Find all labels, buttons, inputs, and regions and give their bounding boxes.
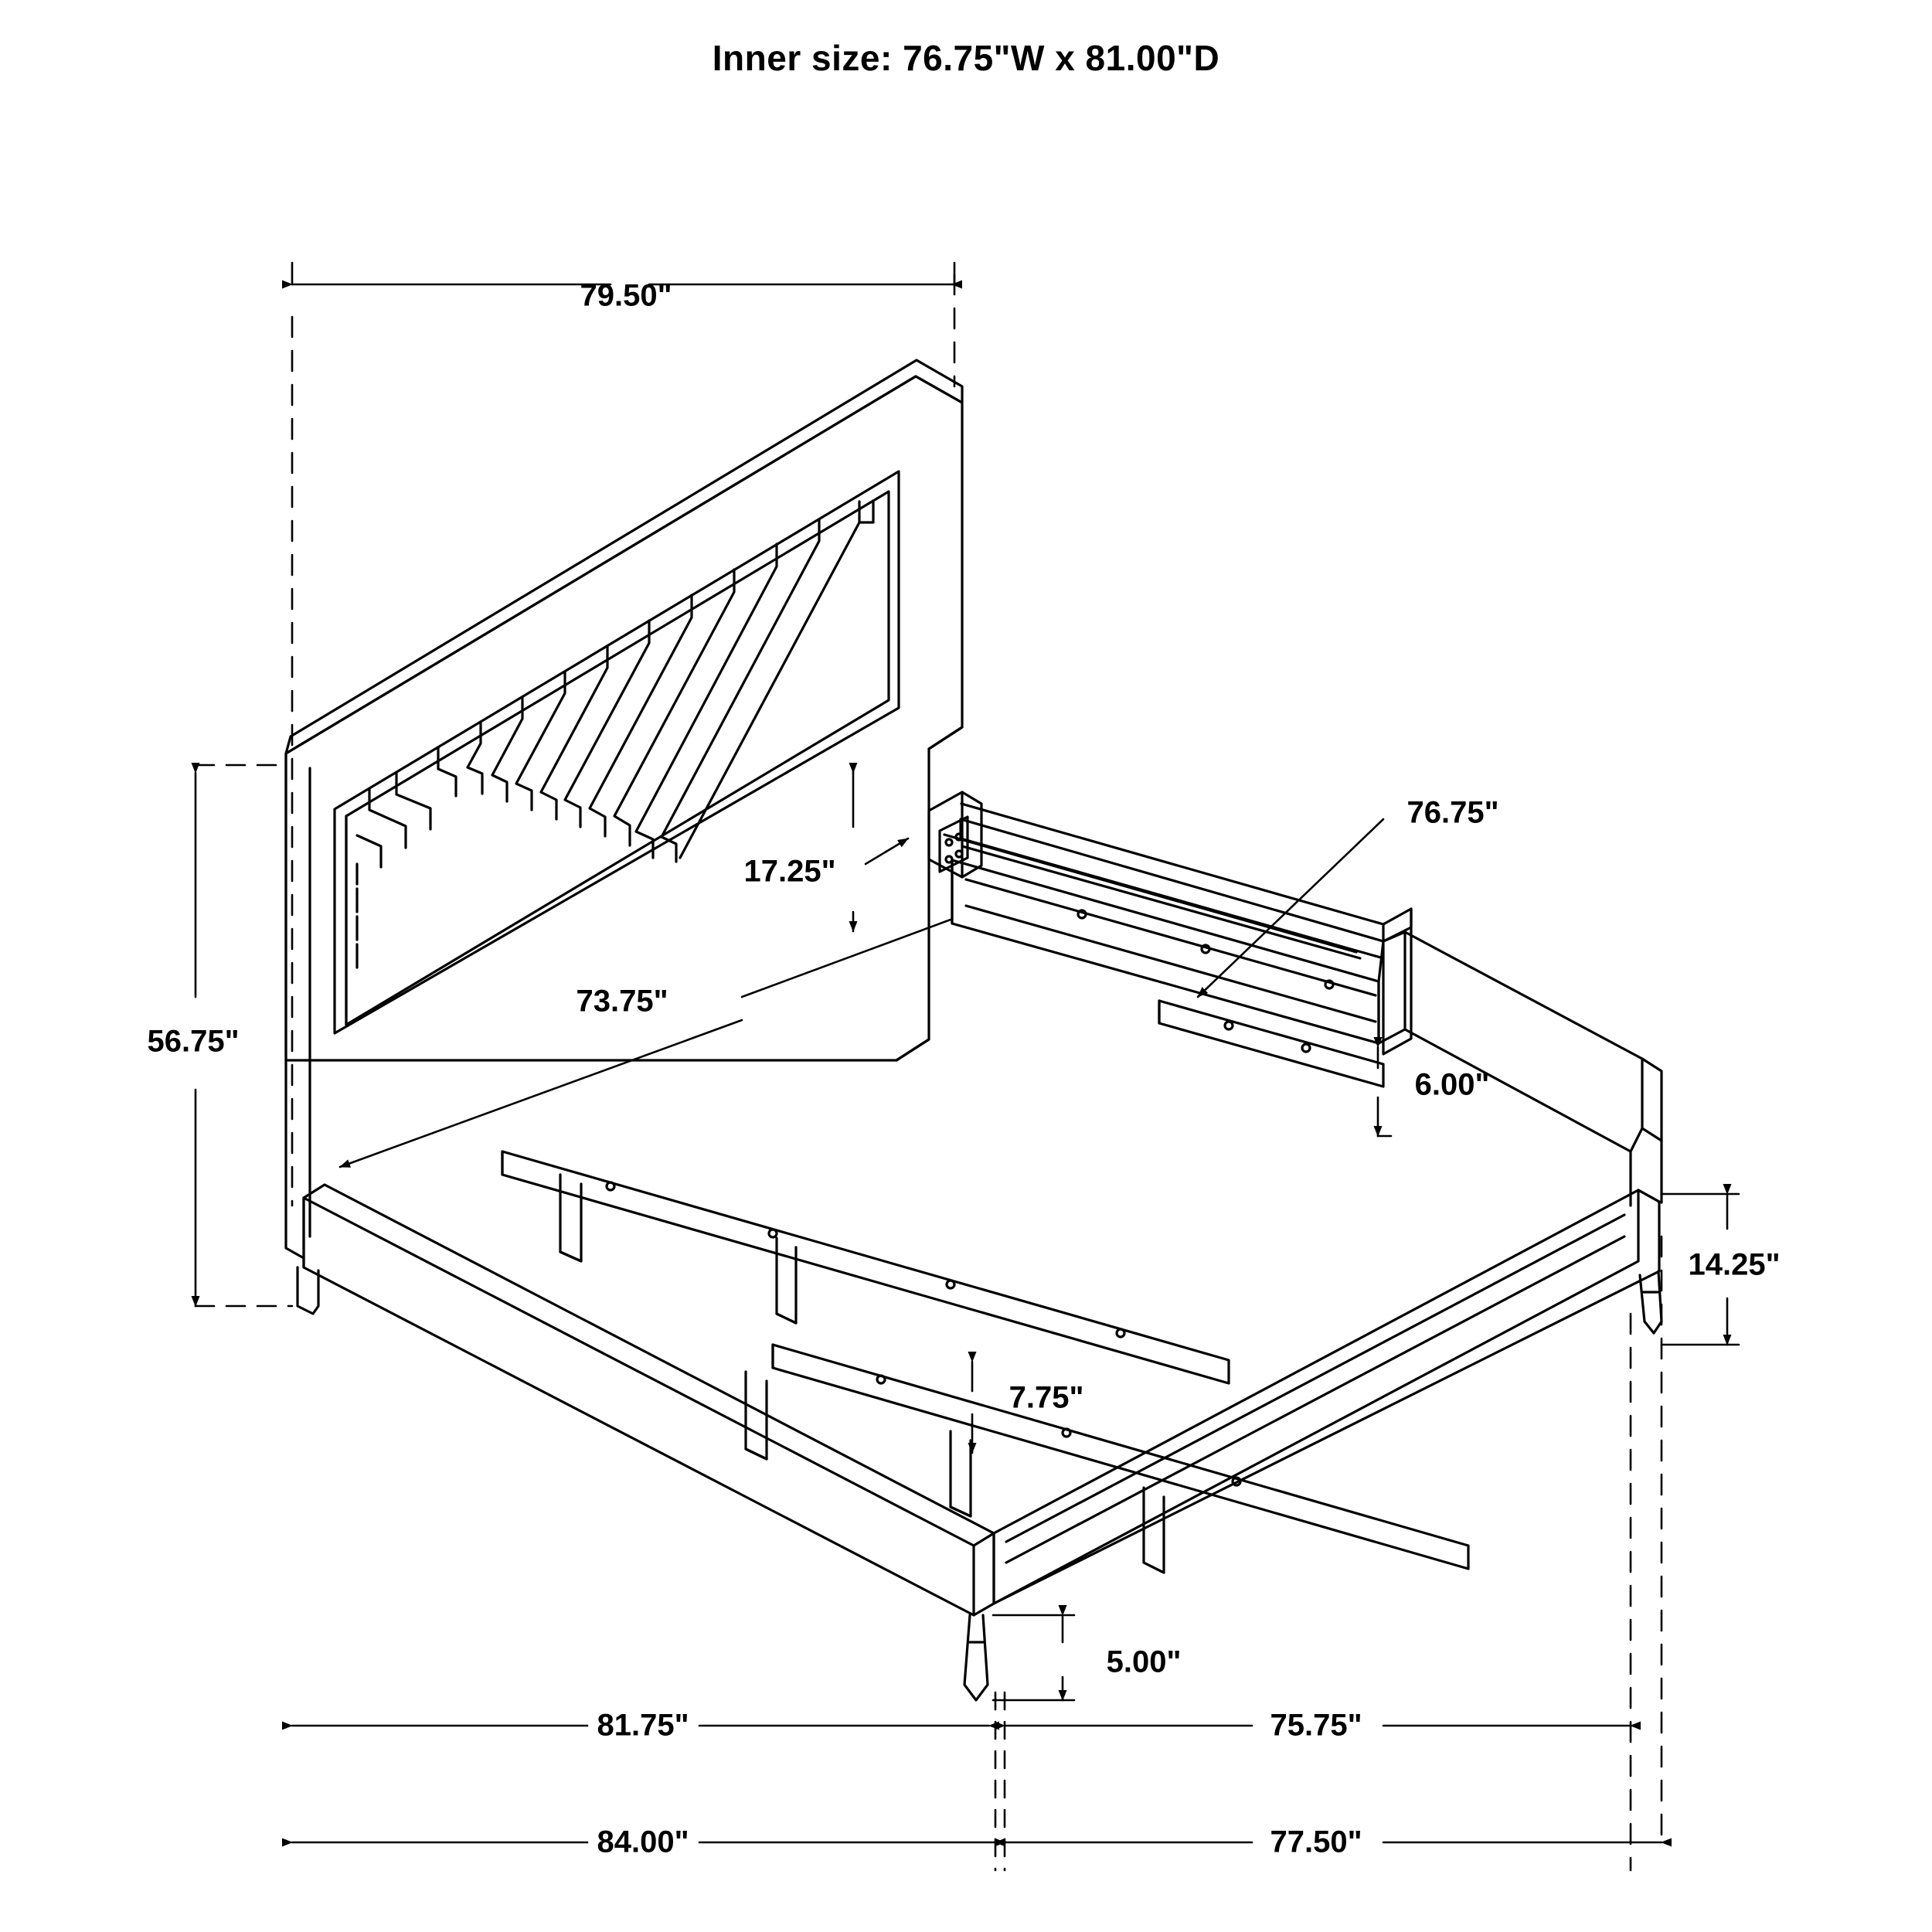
dim-leg-height: 5.00"	[1106, 1645, 1182, 1679]
dim-inner-width: 76.75"	[1406, 795, 1499, 830]
dim-inner-length: 73.75"	[576, 984, 668, 1019]
dim-overall-width: 77.50"	[1270, 1825, 1362, 1859]
dim-overall-width-inner: 75.75"	[1270, 1708, 1362, 1743]
dim-footboard-height: 14.25"	[1688, 1247, 1781, 1282]
dim-overall-height: 56.75"	[147, 1024, 240, 1059]
dim-headboard-panel-height: 17.25"	[743, 854, 836, 889]
dim-rail-height: 6.00"	[1414, 1067, 1490, 1102]
dim-overall-length: 84.00"	[597, 1825, 689, 1859]
dim-overall-length-inner: 81.75"	[597, 1708, 689, 1743]
dim-headboard-width: 79.50"	[580, 278, 672, 313]
dim-slat-clearance: 7.75"	[1009, 1380, 1084, 1415]
page-title: Inner size: 76.75"W x 81.00"D	[712, 38, 1220, 78]
